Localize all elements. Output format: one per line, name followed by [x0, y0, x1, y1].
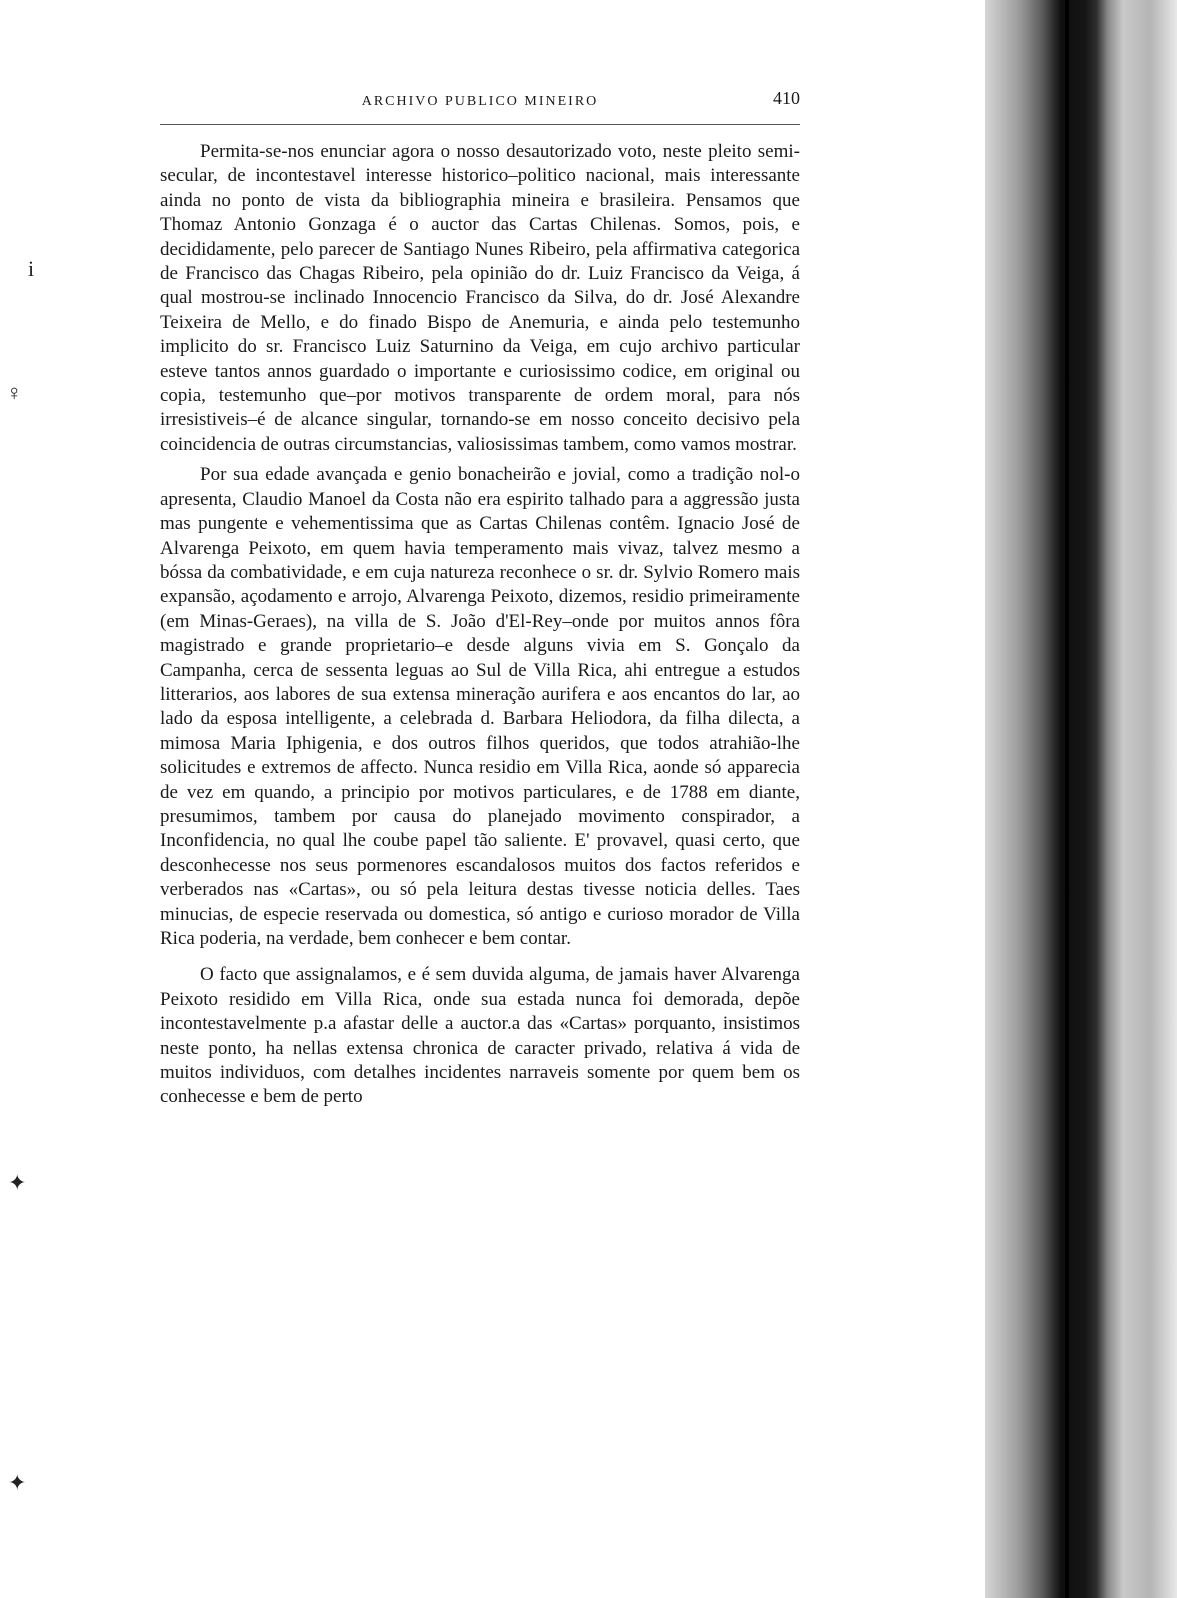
paragraph-3: O facto que assignalamos, e é sem duvida alguma, de jamais haver Alvarenga Peixoto residido em Villa Rica, onde sua estada nunca foi demorada, depõe incontestavelmente p.a afastar delle a auctor.a das «Cartas» porquanto, insistimos neste ponto, ha nellas extensa chronica de caracter privado, relativa á vida de muitos individuos, com detalhes incidentes narraveis somente por quem bem os conhecesse e bem de perto: [160, 964, 800, 1108]
book-spine-line: [1065, 0, 1069, 1598]
body-text: [160, 140, 800, 1110]
margin-mark: ♀: [6, 380, 23, 405]
running-title: ARCHIVO PUBLICO MINEIRO: [361, 94, 599, 109]
book-binding-shadow: [985, 0, 1177, 1598]
margin-mark: i: [28, 256, 35, 281]
paragraph-2: Por sua edade avançada e genio bonacheirão e jovial, como a tradição nol-o apresenta, Claudio Manoel da Costa não era espirito talhado para a aggressão justa mas pungente e vehementissima que as Cartas Chilenas contêm. Ignacio José de Alvarenga Peixoto, em quem havia temperamento mais vivaz, talvez mesmo a bóssa da combatividade, e em cuja natureza reconhece o sr. dr. Sylvio Romero mais expansão, açodamento e arrojo, Alvarenga Peixoto, dizemos, residio primeiramente (em Minas-Geraes), na villa de S. João d'El-Rey–onde por muitos annos fôra magistrado e grande proprietario–e desde alguns vivia em S. Gonçalo da Campanha, cerca de sessenta leguas ao Sul de Villa Rica, ahi entregue a estudos litterarios, aos labores de sua extensa mineração aurifera e aos encantos do lar, ao lado da esposa intelligente, a celebrada d. Barbara Heliodora, da filha dilecta, a mimosa Maria Iphigenia, e dos outros filhos queridos, que todos atrahião-lhe solicitudes e extremos de affecto. Nunca residio em Villa Rica, aonde só apparecia de vez em quando, a principio por motivos particulares, e de 1788 em diante, presumimos, tambem por causa do planejado movimento conspirador, a Inconfidencia, no qual lhe coube papel tão saliente. E' provavel, quasi certo, que desconhecesse nos seus pormenores escandalosos muitos dos factos referidos e verberados nas «Cartas», ou só pela leitura destas tivesse noticia delles. Taes minucias, de especie reservada ou domestica, só antigo e curioso morador de Villa Rica poderia, na verdade, bem conhecer e bem contar.: [160, 464, 800, 949]
margin-mark: ✦: [8, 1170, 27, 1195]
page-header: [160, 88, 800, 118]
paragraph-1: Permita-se-nos enunciar agora o nosso desautorizado voto, neste pleito semi-secular, de incontestavel interesse historico–politico nacional, mais interessante ainda no ponto de vista da bibliographia mineira e brasileira. Pensamos que Thomaz Antonio Gonzaga é o auctor das Cartas Chilenas. Somos, pois, e decididamente, pelo parecer de Santiago Nunes Ribeiro, pela affirmativa categorica de Francisco das Chagas Ribeiro, pela opinião do dr. Luiz Francisco da Veiga, á qual mostrou-se inclinado Innocencio Francisco da Silva, do dr. José Alexandre Teixeira de Mello, e do finado Bispo de Anemuria, e ainda pelo testemunho implicito do sr. Francisco Luiz Saturnino da Veiga, em cujo archivo particular esteve tantos annos guardado o importante e curiosissimo codice, em original ou copia, testemunho que–por motivos transparente de ordem moral, para nós irresistiveis–é de alcance singular, tornando-se em nosso conceito decisivo pela coincidencia de outras circumstancias, valiosissimas tambem, como vamos mostrar.: [160, 141, 800, 455]
margin-mark: ✦: [8, 1470, 27, 1495]
header-rule: [160, 124, 800, 125]
page-number: 410: [773, 88, 800, 108]
